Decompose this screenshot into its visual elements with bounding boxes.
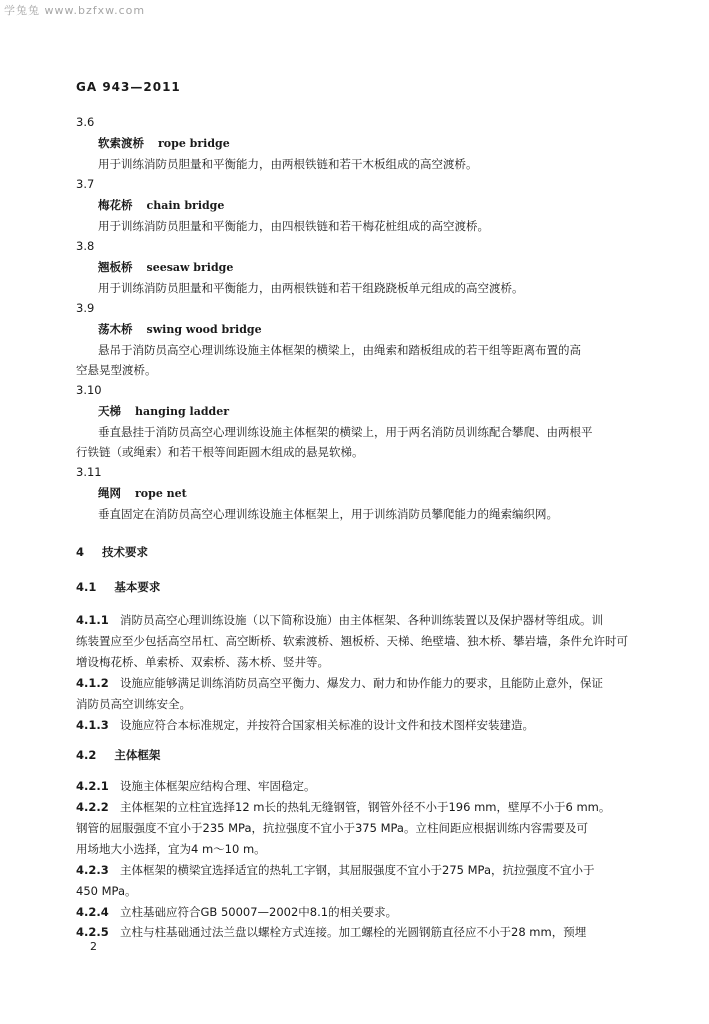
- clause-text: 设施应符合本标准规定，并按符合国家相关标准的设计文件和技术图样安装建造。: [120, 718, 534, 732]
- term-cn: 翘板桥: [98, 260, 133, 274]
- section-number: 4: [76, 545, 85, 559]
- clause-text: 主体框架的立柱宜选择12 m长的热轧无缝钢管，钢管外径不小于196 mm，壁厚不小于6 mm。: [120, 800, 611, 814]
- clause-text: 消防员高空心理训练设施（以下简称设施）由主体框架、各种训练装置以及保护器材等组成。训: [120, 613, 603, 627]
- section-heading: [76, 544, 636, 560]
- clause: [76, 675, 636, 691]
- clause: [76, 862, 636, 878]
- entry-term: [98, 321, 638, 338]
- clause-text: 练装置应至少包括高空吊杠、高空断桥、软索渡桥、翘板桥、天梯、绝壁墙、独木桥、攀岩墙，条件允许时可: [76, 634, 628, 648]
- page-number: 2: [90, 940, 97, 953]
- term-cn: 梅花桥: [98, 198, 133, 212]
- clause: [76, 717, 636, 733]
- entry-definition: 空悬晃型渡桥。: [76, 363, 157, 377]
- term-en: hanging ladder: [135, 405, 229, 418]
- clause-number: 4.1.3: [76, 718, 109, 732]
- entry-definition: 用于训练消防员胆量和平衡能力，由两根铁链和若干组跷跷板单元组成的高空渡桥。: [98, 281, 524, 295]
- term-cn: 荡木桥: [98, 322, 133, 336]
- clause: [76, 924, 636, 940]
- clause-number: 4.2.5: [76, 925, 109, 939]
- entry-definition: 垂直固定在消防员高空心理训练设施主体框架上，用于训练消防员攀爬能力的绳索编织网。: [98, 507, 558, 521]
- entry-number: 3.11: [76, 465, 102, 479]
- term-en: rope net: [135, 487, 187, 500]
- clause-text: 设施应能够满足训练消防员高空平衡力、爆发力、耐力和协作能力的要求，且能防止意外，保证: [120, 676, 603, 690]
- entry-definition: 用于训练消防员胆量和平衡能力，由两根铁链和若干木板组成的高空渡桥。: [98, 157, 478, 171]
- term-en: seesaw bridge: [146, 261, 234, 274]
- subsection-heading: [76, 579, 636, 595]
- clause: [76, 778, 636, 794]
- clause-number: 4.1.2: [76, 676, 109, 690]
- term-en: rope bridge: [158, 137, 230, 150]
- clause-number: 4.1.1: [76, 613, 109, 627]
- clause-number: 4.2.3: [76, 863, 109, 877]
- term-en: swing wood bridge: [146, 323, 262, 336]
- entry-term: [98, 485, 638, 502]
- standard-number: GA 943—2011: [76, 80, 181, 94]
- entry-number: 3.8: [76, 239, 95, 253]
- clause-text: 设施主体框架应结构合理、牢固稳定。: [120, 779, 316, 793]
- term-en: chain bridge: [146, 199, 225, 212]
- entry-definition: 行铁链（或绳索）和若干根等间距圆木组成的悬晃软梯。: [76, 445, 364, 459]
- entry-term: [98, 135, 638, 152]
- watermark: 学兔兔 www.bzfxw.com: [4, 4, 146, 17]
- entry-term: [98, 259, 638, 276]
- subsection-title: 基本要求: [114, 580, 161, 594]
- clause-text: 消防员高空训练安全。: [76, 697, 191, 711]
- subsection-number: 4.1: [76, 580, 97, 594]
- entry-number: 3.9: [76, 301, 95, 315]
- clause-text: 主体框架的横梁宜选择适宜的热轧工字钢，其屈服强度不宜小于275 MPa，抗拉强度不宜小于: [120, 863, 595, 877]
- term-cn: 软索渡桥: [98, 136, 144, 150]
- entry-number: 3.6: [76, 115, 95, 129]
- clause-number: 4.2.1: [76, 779, 109, 793]
- clause-number: 4.2.2: [76, 800, 109, 814]
- entry-term: [98, 403, 638, 420]
- clause: [76, 904, 636, 920]
- clause: [76, 799, 636, 815]
- term-cn: 天梯: [98, 404, 121, 418]
- clause-text: 用场地大小选择，宜为4 m～10 m。: [76, 842, 266, 856]
- clause-number: 4.2.4: [76, 905, 109, 919]
- subsection-number: 4.2: [76, 748, 97, 762]
- clause-text: 钢管的屈服强度不宜小于235 MPa，抗拉强度不宜小于375 MPa。立柱间距应根据训练内容需要及可: [76, 821, 588, 835]
- entry-number: 3.10: [76, 383, 102, 397]
- subsection-title: 主体框架: [114, 748, 161, 762]
- entry-term: [98, 197, 638, 214]
- subsection-heading: [76, 747, 636, 763]
- term-cn: 绳网: [98, 486, 121, 500]
- entry-definition: 悬吊于消防员高空心理训练设施主体框架的横梁上，由绳索和踏板组成的若干组等距离布置的高: [98, 343, 581, 357]
- clause-text: 450 MPa。: [76, 884, 137, 898]
- section-title: 技术要求: [102, 545, 149, 559]
- clause-text: 立柱与柱基础通过法兰盘以螺栓方式连接。加工螺栓的光圆钢筋直径应不小于28 mm，预埋: [120, 925, 587, 939]
- entry-number: 3.7: [76, 177, 95, 191]
- entry-definition: 用于训练消防员胆量和平衡能力，由四根铁链和若干梅花桩组成的高空渡桥。: [98, 219, 489, 233]
- clause-text: 增设梅花桥、单索桥、双索桥、荡木桥、竖井等。: [76, 655, 329, 669]
- clause-text: 立柱基础应符合GB 50007—2002中8.1的相关要求。: [120, 905, 398, 919]
- clause: [76, 612, 636, 628]
- entry-definition: 垂直悬挂于消防员高空心理训练设施主体框架的横梁上，用于两名消防员训练配合攀爬、由两根平: [98, 425, 593, 439]
